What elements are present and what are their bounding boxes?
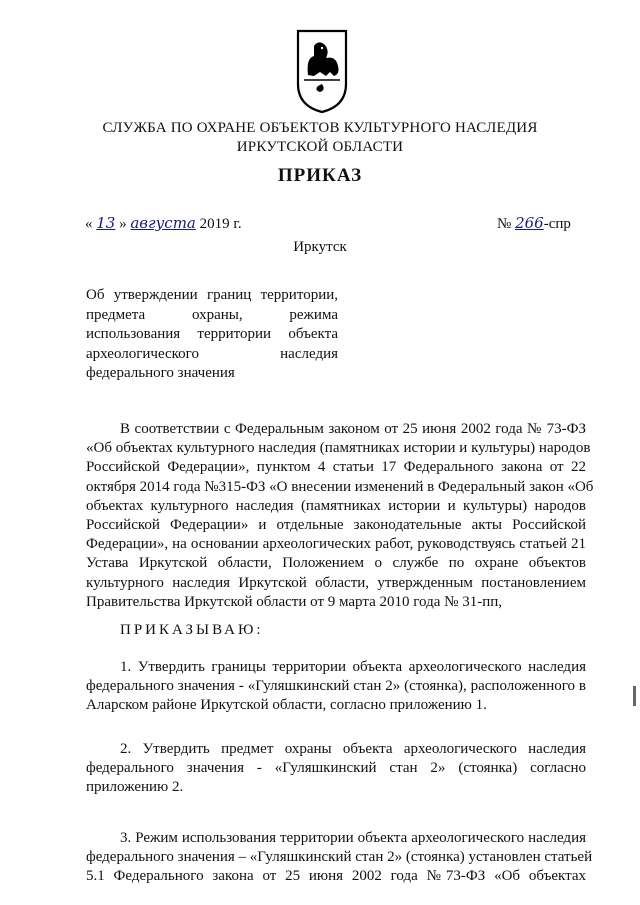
subject-line: Об утверждении границ территории, <box>86 287 338 303</box>
preamble-line: В соответствии с Федеральным законом от 25 июня 2002 года № 73-ФЗ <box>120 421 586 437</box>
document-date <box>85 214 242 233</box>
number-prefix: № <box>497 216 512 232</box>
item-line: федерального значения - «Гуляшкинский стан 2» (стоянка), расположенного в <box>86 678 586 695</box>
preamble-line: Правительства Иркутской области от 9 марта 2010 года № 31-пп, <box>86 593 502 610</box>
preamble-line: Российской Федерации» и отдельные законодательные акты Российской <box>86 516 586 533</box>
item-line: 3. Режим использования территории объекта археологического наследия <box>120 830 586 846</box>
item-2-paragraph <box>86 740 586 798</box>
coat-of-arms-icon <box>296 28 348 114</box>
item-line: Аларском районе Иркутской области, согласно приложению 1. <box>86 697 487 714</box>
item-1-paragraph <box>86 658 586 716</box>
preamble-line: культурного наследия Иркутской области, утвержденным постановлением <box>86 574 586 591</box>
date-day-handwritten: 13 <box>96 214 116 232</box>
number-handwritten: 266 <box>515 214 544 232</box>
document-subject <box>86 286 338 384</box>
preamble-line: «Об объектах культурного наследия (памятниках истории и культуры) народов <box>86 440 591 457</box>
order-word: ПРИКАЗЫВАЮ: <box>120 622 264 638</box>
date-month-handwritten: августа <box>130 214 196 232</box>
preamble-line: объектах культурного наследия (памятниках истории и культуры) народов <box>86 497 586 514</box>
date-year: 2019 г. <box>199 216 242 232</box>
item-line: федерального значения – «Гуляшкинский стан 2» (стоянка) установлен статьей <box>86 849 593 866</box>
subject-line: федерального значения <box>86 365 235 381</box>
item-line: 5.1 Федерального закона от 25 июня 2002 года №73-ФЗ «Об объектах <box>86 868 586 885</box>
preamble-paragraph <box>86 420 594 612</box>
scan-edge-mark <box>633 686 636 706</box>
preamble-line: Устава Иркутской области, Положением о службе по охране объектов <box>86 555 586 572</box>
item-line: 2. Утвердить предмет охраны объекта археологического наследия <box>120 741 586 757</box>
number-suffix: -спр <box>543 216 571 232</box>
organization-name-line1: СЛУЖБА ПО ОХРАНЕ ОБЪЕКТОВ КУЛЬТУРНОГО НАСЛЕДИЯ <box>102 120 538 136</box>
preamble-line: Федерации», на основании археологических работ, руководствуясь статьей 21 <box>86 536 586 553</box>
date-close-quote: » <box>119 216 127 232</box>
subject-line: использования территории объекта <box>86 326 338 342</box>
document-number <box>497 214 571 233</box>
preamble-line: Российской Федерации», пунктом 4 статьи 17 Федерального закона от 22 <box>86 459 586 476</box>
date-open-quote: « <box>85 216 93 232</box>
subject-line: предмета охраны, режима <box>86 306 338 323</box>
document-title: ПРИКАЗ <box>277 165 363 186</box>
item-line: приложению 2. <box>86 779 184 796</box>
item-3-paragraph <box>86 829 593 887</box>
subject-line: археологического наследия <box>86 345 338 362</box>
document-city: Иркутск <box>293 239 347 255</box>
item-line: федерального значения - «Гуляшкинский стан 2» (стоянка) согласно <box>86 760 586 777</box>
preamble-line: октября 2014 года №315-ФЗ «О внесении изменений в Федеральный закон «Об <box>86 478 594 495</box>
organization-name-line2: ИРКУТСКОЙ ОБЛАСТИ <box>236 139 404 155</box>
item-line: 1. Утвердить границы территории объекта археологического наследия <box>120 659 586 675</box>
